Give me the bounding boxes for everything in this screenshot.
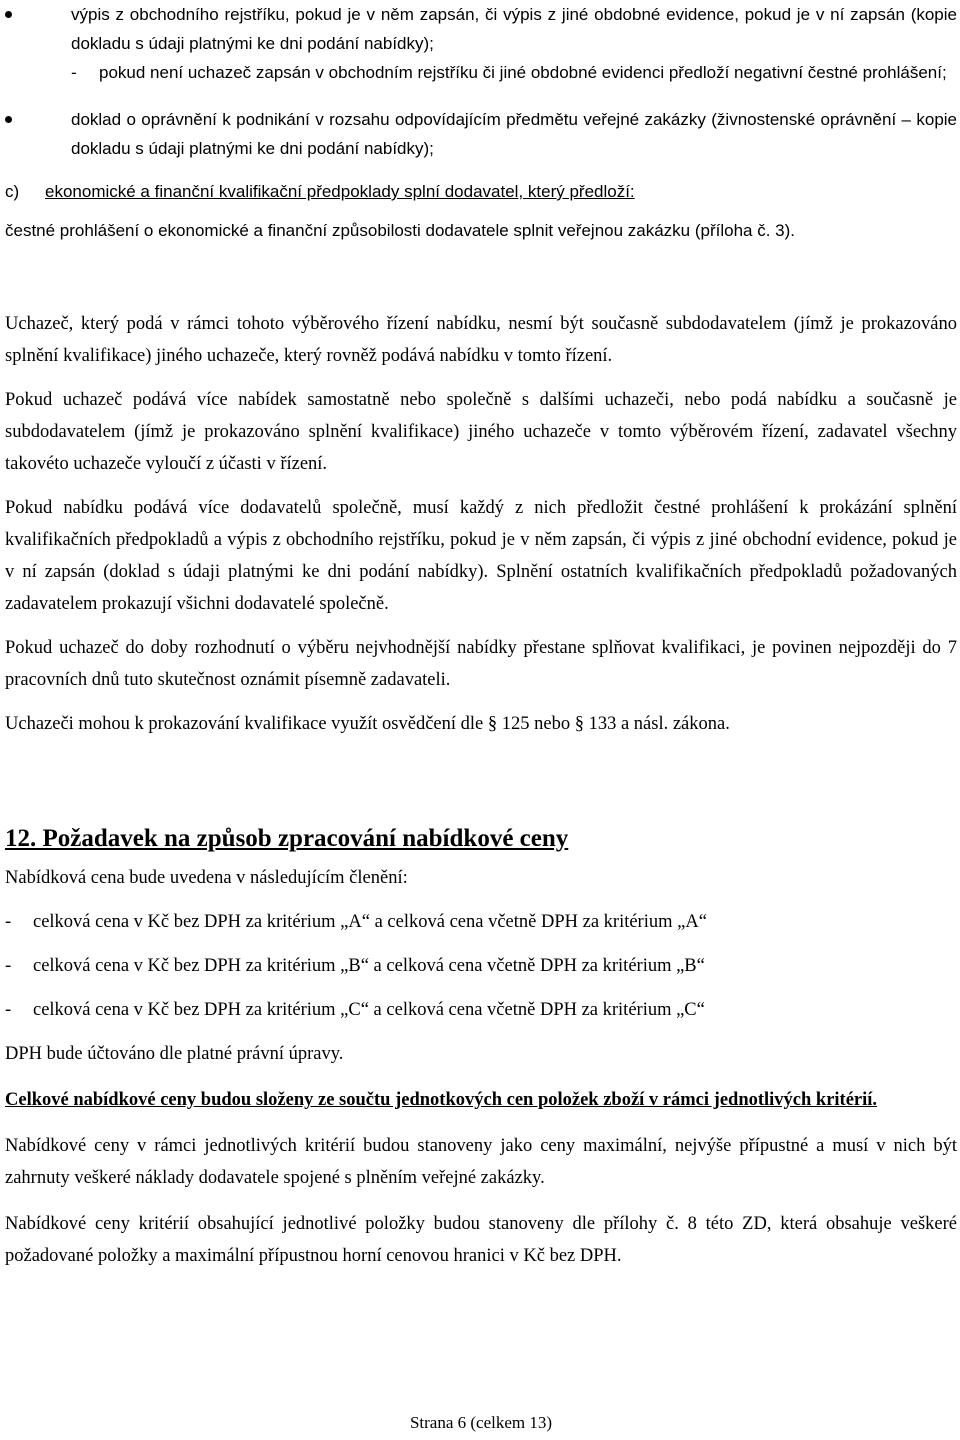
sub-item-negative-declaration [5,58,957,87]
paragraph-certificate: Uchazeči mohou k prokazování kvalifikace využít osvědčení dle § 125 nebo § 133 a násl. zákona. [5,714,730,734]
paragraph-multiple-bids: Pokud uchazeč podává více nabídek samostatně nebo společně s dalšími uchazeči, nebo podá nabídku a současně je subdodavatelem (jímž je prokazováno splnění kvalifikace) jiného uchazeče v tomto výběrovém řízení, zadavatel všechny takovéto uchazeče vyloučí z účasti v řízení. [5,390,957,474]
bullet-dot-icon [5,11,12,18]
sub-item-text: pokud není uchazeč zapsán v obchodním rejstříku či jiné obdobné evidenci předloží negativní čestné prohlášení; [99,63,947,82]
body-paragraphs [5,308,957,740]
price-item-c [5,994,957,1026]
paragraph-subcontractor: Uchazeč, který podá v rámci tohoto výběrového řízení nabídku, nesmí být současně subdodavatelem (jímž je prokazováno splnění kvalifikace) jiného uchazeče, který rovněž podává nabídku v tomto řízení. [5,314,957,366]
section-12-intro: Nabídková cena bude uvedena v následujícím členění: [5,868,408,888]
paragraph-joint-bid: Pokud nabídku podává více dodavatelů společně, musí každý z nich předložit čestné prohlášení k prokázání splnění kvalifikačních předpokladů a výpis z obchodního rejstříku, pokud je v něm zapsán, či výpis z jiné obchodní evidence, pokud je v ní zapsán (doklad s údaji platnými ke dni podání nabídky). Splnění ostatních kvalifikačních předpokladů požadovaných zadavatelem prokazují všichni dodavatelé společně. [5,498,957,614]
bullet-text-license: doklad o oprávnění k podnikání v rozsahu odpovídajícím předmětu veřejné zakázky (živnostenské oprávnění – kopie dokladu s údaji platnými ke dni podání nabídky); [71,110,957,158]
section-12 [5,822,957,1272]
section-c-marker: c) [5,182,20,201]
page-footer: Strana 6 (celkem 13) [409,1413,553,1432]
price-dash: - [5,1000,12,1020]
bullet-item-license [5,105,957,163]
section-c-title [5,177,957,206]
price-dash: - [5,912,12,932]
price-item-text: celková cena v Kč bez DPH za kritérium „A“ a celková cena včetně DPH za kritérium „A“ [33,912,707,932]
annex-paragraph: Nabídkové ceny kritérií obsahující jednotlivé položky budou stanoveny dle přílohy č. 8 této ZD, která obsahuje veškeré požadované položky a maximální přípustnou horní cenovou hranici v Kč bez DPH. [5,1214,957,1266]
bullet-dot-icon [5,116,12,123]
section-12-heading: 12. Požadavek na způsob zpracování nabídkové ceny [5,825,569,852]
max-price-paragraph: Nabídkové ceny v rámci jednotlivých kritérií budou stanoveny jako ceny maximální, nejvýše přípustné a musí v nich být zahrnuty veškeré náklady dodavatele spojené s plněním veřejné zakázky. [5,1136,957,1188]
bullet-item-registry [5,0,957,58]
document-page [5,0,957,1440]
price-item-a [5,906,957,938]
total-price-note: Celkové nabídkové ceny budou složeny ze součtu jednotkových cen položek zboží v rámci jednotlivých kritérií. [5,1090,878,1110]
price-item-text: celková cena v Kč bez DPH za kritérium „B“ a celková cena včetně DPH za kritérium „B“ [33,956,705,976]
section-12-body [5,862,957,1272]
paragraph-lost-qualification: Pokud uchazeč do doby rozhodnutí o výběru nejvhodnější nabídky přestane splňovat kvalifikaci, je povinen nejpozději do 7 pracovních dnů tuto skutečnost oznámit písemně zadavateli. [5,638,957,690]
price-item-b [5,950,957,982]
price-dash: - [5,956,12,976]
bullet-text-registry: výpis z obchodního rejstříku, pokud je v něm zapsán, či výpis z jiné obdobné evidence, pokud je v ní zapsán (kopie dokladu s údaji platnými ke dni podání nabídky); [71,5,957,53]
price-item-text: celková cena v Kč bez DPH za kritérium „C“ a celková cena včetně DPH za kritérium „C“ [33,1000,705,1020]
section-c-title-text: ekonomické a finanční kvalifikační předpoklady splní dodavatel, který předloží: [45,182,635,201]
qualification-list [5,0,957,245]
section-c-text: čestné prohlášení o ekonomické a finanční způsobilosti dodavatele splnit veřejnou zakázku (příloha č. 3). [5,221,796,240]
sub-dash: - [71,63,77,82]
dph-note: DPH bude účtováno dle platné právní úpravy. [5,1044,344,1064]
